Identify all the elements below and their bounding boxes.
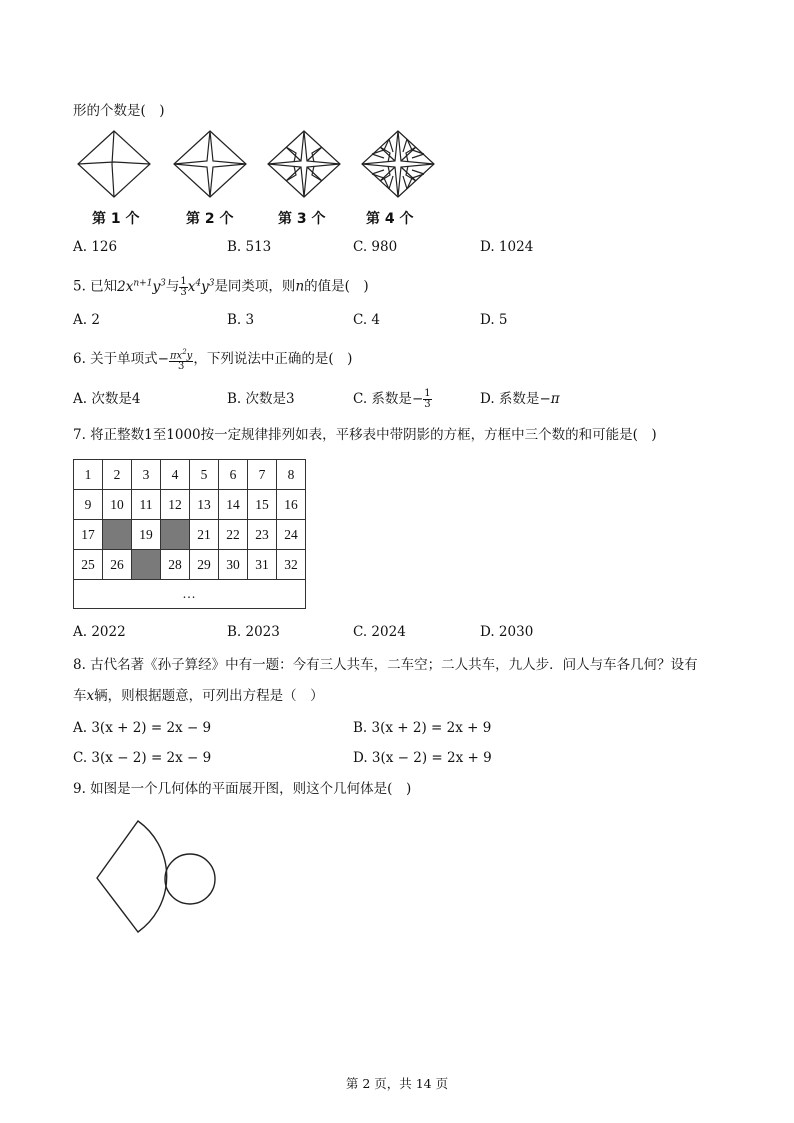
q7-option-c: C. 2024 (353, 624, 406, 640)
q8-stem-line1: 8. 古代名著《孙子算经》中有一题：今有三人共车，二车空；二人共车，九人步．问人与车各几何？设有 (73, 657, 698, 673)
q4-option-b: B. 513 (227, 239, 272, 255)
table-cell: 3 (132, 460, 161, 490)
table-cell: 28 (161, 550, 190, 580)
table-cell: 17 (74, 520, 103, 550)
fraction-monomial: $\frac{\pi x^2y}{3}$ (169, 348, 193, 373)
q5-option-a: A. 2 (73, 312, 100, 328)
table-cell: 7 (248, 460, 277, 490)
q4-option-a: A. 126 (73, 239, 118, 255)
figure-4-caption: 第 4 个 (366, 211, 414, 227)
q6-stem: 6. 关于单项式− $\frac{\pi x^2y}{3}$ ，下列说法中正确的是( ) (73, 348, 353, 373)
table-row (74, 550, 306, 580)
q6-option-a: A. 次数是4 (73, 391, 141, 407)
fraction-one-third: $\frac{1}{3}$ (180, 275, 187, 298)
q8-option-d: D. 3(x − 2) = 2x + 9 (353, 750, 492, 766)
table-cell: 14 (219, 490, 248, 520)
table-cell: 19 (132, 520, 161, 550)
table-cell: 21 (190, 520, 219, 550)
q5-stem: 5. 已知$2x^{n+1}y^3$与 $\frac{1}{3}$ $x^4y^3$是同类项，则n的值是( ) (73, 275, 369, 298)
shaded-cell (132, 550, 161, 580)
q4-option-d: D. 1024 (480, 239, 534, 255)
table-cell: 2 (103, 460, 132, 490)
table-cell: 22 (219, 520, 248, 550)
figure-1-square (78, 131, 150, 197)
q6-option-d: D. 系数是−π (480, 391, 560, 407)
q8-stem-line2: 车x辆，则根据题意，可列出方程是（ ） (73, 688, 324, 704)
table-cell: 23 (248, 520, 277, 550)
shaded-cell (161, 520, 190, 550)
table-cell: 5 (190, 460, 219, 490)
figure-2-caption: 第 2 个 (186, 211, 234, 227)
page-footer: 第 2 页，共 14 页 (345, 1076, 449, 1091)
q8-option-a: A. 3(x + 2) = 2x − 9 (73, 720, 212, 736)
q5-option-b: B. 3 (227, 312, 255, 328)
q4-stem-tail: 形的个数是( ) (73, 103, 165, 119)
q7-stem: 7. 将正整数1至1000按一定规律排列如表，平移表中带阴影的方框，方框中三个数的和可能是( ) (73, 427, 657, 443)
q4-option-c: C. 980 (353, 239, 398, 255)
figure-1-caption: 第 1 个 (92, 211, 140, 227)
table-cell: 31 (248, 550, 277, 580)
table-cell: 16 (277, 490, 306, 520)
figure-3-caption: 第 3 个 (278, 211, 326, 227)
q7-option-a: A. 2022 (73, 624, 126, 640)
cone-net-figure (92, 816, 222, 934)
ellipsis-cell: … (74, 580, 306, 609)
q7-option-d: D. 2030 (480, 624, 534, 640)
table-cell: 15 (248, 490, 277, 520)
table-cell: 8 (277, 460, 306, 490)
table-cell: 12 (161, 490, 190, 520)
q6-option-c: C. 系数是− $\frac{1}{3}$ (353, 388, 431, 410)
q7-option-b: B. 2023 (227, 624, 280, 640)
table-cell: 4 (161, 460, 190, 490)
table-cell: 32 (277, 550, 306, 580)
q9-stem: 9. 如图是一个几何体的平面展开图，则这个几何体是( ) (73, 781, 412, 797)
shaded-cell (103, 520, 132, 550)
table-cell: 10 (103, 490, 132, 520)
q5-option-d: D. 5 (480, 312, 508, 328)
circle-shape (165, 854, 215, 904)
table-cell: 11 (132, 490, 161, 520)
q6-option-b: B. 次数是3 (227, 391, 295, 407)
table-row (74, 520, 306, 550)
table-row (74, 580, 306, 609)
table-cell: 9 (74, 490, 103, 520)
q8-option-b: B. 3(x + 2) = 2x + 9 (353, 720, 492, 736)
q4-figures (76, 128, 446, 200)
number-table (73, 459, 306, 609)
table-cell: 13 (190, 490, 219, 520)
figure-4-square (362, 131, 434, 197)
q8-option-c: C. 3(x − 2) = 2x − 9 (73, 750, 212, 766)
figure-3-square (268, 131, 340, 197)
table-cell: 25 (74, 550, 103, 580)
table-cell: 6 (219, 460, 248, 490)
table-cell: 24 (277, 520, 306, 550)
figure-2-square (174, 131, 246, 197)
sector-shape (97, 821, 167, 932)
table-row (74, 490, 306, 520)
table-cell: 29 (190, 550, 219, 580)
table-cell: 26 (103, 550, 132, 580)
table-cell: 1 (74, 460, 103, 490)
table-row (74, 460, 306, 490)
table-cell: 30 (219, 550, 248, 580)
q5-option-c: C. 4 (353, 312, 381, 328)
